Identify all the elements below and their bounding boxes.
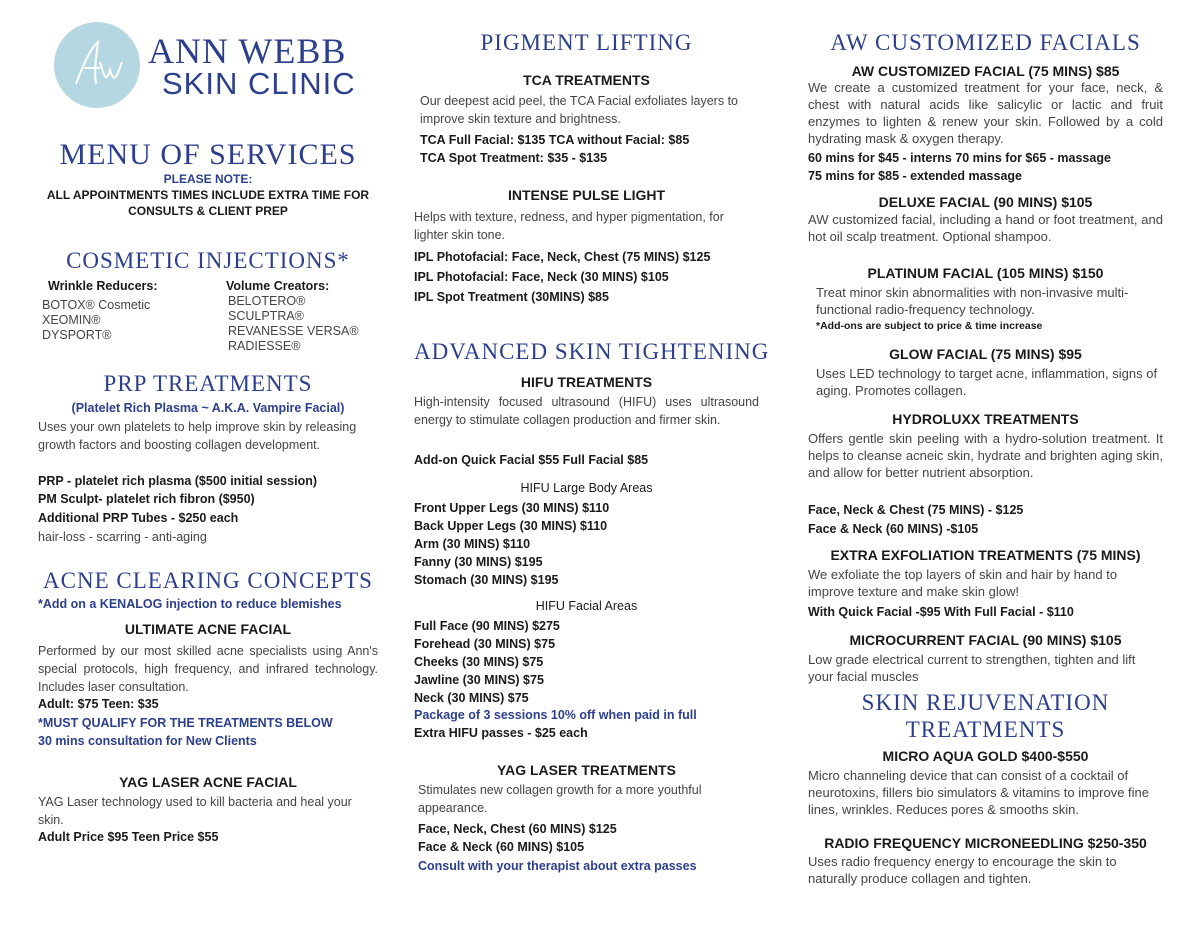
prp-title: PRP TREATMENTS — [103, 371, 313, 396]
injections-title: COSMETIC INJECTIONS* — [66, 248, 350, 273]
prp-subtitle: (Platelet Rich Plasma ~ A.K.A. Vampire Facial) — [71, 401, 345, 415]
list-item: SCULPTRA® — [228, 309, 304, 323]
hifu-title: HIFU TREATMENTS — [520, 374, 653, 390]
aw-facial-title: AW CUSTOMIZED FACIAL (75 MINS) $85 — [851, 63, 1120, 79]
microcurrent-title: MICROCURRENT FACIAL (90 MINS) $105 — [849, 632, 1122, 648]
list-item: Forehead (30 MINS) $75 — [414, 637, 556, 651]
hydroluxx-price-1: Face, Neck & Chest (75 MINS) - $125 — [808, 503, 1024, 517]
hifu-face-list — [414, 617, 560, 707]
acne-title: ACNE CLEARING CONCEPTS — [43, 568, 373, 593]
tca-title: TCA TREATMENTS — [523, 72, 650, 88]
aw-facial-price-2: 75 mins for $85 - extended massage — [808, 169, 1022, 183]
must-qualify-note: *MUST QUALIFY FOR THE TREATMENTS BELOW — [38, 716, 333, 730]
list-item: RADIESSE® — [228, 339, 301, 353]
prp-price-2: PM Sculpt- platelet rich fibron ($950) — [38, 492, 255, 506]
yag-acne-title: YAG LASER ACNE FACIAL — [119, 774, 297, 790]
list-item: BOTOX® Cosmetic — [42, 298, 151, 312]
tca-description: Our deepest acid peel, the TCA Facial exfoliates layers to improve skin texture and brightness. — [420, 94, 738, 126]
exfoliation-title: EXTRA EXFOLIATION TREATMENTS (75 MINS) — [830, 547, 1141, 563]
hifu-body-list — [414, 499, 609, 589]
facials-title: AW CUSTOMIZED FACIALS — [830, 30, 1141, 55]
tca-price-2: TCA Spot Treatment: $35 - $135 — [420, 151, 608, 165]
list-item: Stomach (30 MINS) $195 — [414, 573, 559, 587]
kenalog-note: *Add on a KENALOG injection to reduce blemishes — [38, 597, 342, 611]
list-item: Arm (30 MINS) $110 — [414, 537, 531, 551]
list-item: XEOMIN® — [42, 313, 101, 327]
hifu-face-title: HIFU Facial Areas — [535, 599, 638, 613]
ipl-price-3: IPL Spot Treatment (30MINS) $85 — [414, 290, 609, 304]
list-item: REVANESSE VERSA® — [228, 324, 359, 338]
tca-price-1: TCA Full Facial: $135 TCA without Facial: $85 — [420, 133, 690, 147]
glow-facial-description: Uses LED technology to target acne, inflammation, signs of aging. Promotes collagen. — [816, 366, 1158, 398]
list-item: Neck (30 MINS) $75 — [414, 691, 529, 705]
creators-list — [228, 294, 359, 354]
brand-name-line1: ANN WEBB — [148, 31, 347, 71]
list-item: Front Upper Legs (30 MINS) $110 — [414, 501, 610, 515]
deluxe-facial-title: DELUXE FACIAL (90 MINS) $105 — [878, 194, 1093, 210]
prp-price-1: PRP - platelet rich plasma ($500 initial session) — [38, 474, 318, 488]
exfoliation-description: We exfoliate the top layers of skin and hair by hand to improve texture and make skin glow! — [808, 567, 1118, 599]
list-item: Jawline (30 MINS) $75 — [414, 673, 544, 687]
prp-description: Uses your own platelets to help improve skin by releasing growth factors and boosting collagen development. — [38, 420, 357, 452]
ultimate-acne-title: ULTIMATE ACNE FACIAL — [124, 621, 292, 637]
micro-aqua-gold-description: Micro channeling device that can consist of a cocktail of neurotoxins, fillers bio simulators & vitamins to improve fine lines, wrinkles. Reduces pores & smooths skin. — [808, 768, 1150, 817]
left-column — [38, 0, 378, 927]
ultimate-acne-description: Performed by our most skilled acne specialists using Ann's special protocols, high frequency, and infrared technology. Includes laser consultation. — [38, 644, 378, 694]
ipl-price-2: IPL Photofacial: Face, Neck (30 MINS) $105 — [414, 270, 669, 284]
hydroluxx-price-2: Face & Neck (60 MINS) -$105 — [808, 522, 979, 536]
rejuvenation-title-2: TREATMENTS — [905, 717, 1066, 742]
pigment-title: PIGMENT LIFTING — [480, 30, 693, 55]
ipl-description: Helps with texture, redness, and hyper pigmentation, for lighter skin tone. — [414, 210, 724, 242]
ipl-price-1: IPL Photofacial: Face, Neck, Chest (75 MINS) $125 — [414, 250, 711, 264]
hifu-body-title: HIFU Large Body Areas — [520, 481, 653, 495]
yag-acne-description: YAG Laser technology used to kill bacteria and heal your skin. — [38, 795, 352, 827]
yag-description: Stimulates new collagen growth for a more youthful appearance. — [418, 783, 702, 815]
yag-price-1: Face, Neck, Chest (60 MINS) $125 — [418, 822, 617, 836]
logo-icon — [54, 22, 140, 108]
reducers-list — [42, 298, 150, 343]
note-label: PLEASE NOTE: — [163, 172, 253, 186]
glow-facial-title: GLOW FACIAL (75 MINS) $95 — [889, 346, 1082, 362]
deluxe-facial-description: AW customized facial, including a hand or foot treatment, and hot oil scalp treatment. Optional shampoo. — [808, 212, 1163, 244]
hydroluxx-title: HYDROLUXX TREATMENTS — [892, 411, 1079, 427]
rejuvenation-title-1: SKIN REJUVENATION — [861, 690, 1110, 715]
extra-passes-price: Extra HIFU passes - $25 each — [414, 726, 588, 740]
list-item: Full Face (90 MINS) $275 — [414, 619, 560, 633]
yag-consult-note: Consult with your therapist about extra passes — [418, 859, 697, 873]
note-text: ALL APPOINTMENTS TIMES INCLUDE EXTRA TIME FOR CONSULTS & CLIENT PREP — [46, 188, 370, 218]
list-item: DYSPORT® — [42, 328, 112, 342]
ipl-title: INTENSE PULSE LIGHT — [507, 187, 666, 203]
right-column — [808, 0, 1163, 927]
menu-title: MENU OF SERVICES — [59, 138, 357, 171]
yag-acne-price: Adult Price $95 Teen Price $55 — [38, 830, 219, 844]
list-item: Cheeks (30 MINS) $75 — [414, 655, 544, 669]
yag-price-2: Face & Neck (60 MINS) $105 — [418, 840, 585, 854]
ultimate-acne-price: Adult: $75 Teen: $35 — [38, 697, 159, 711]
list-item: BELOTERO® — [228, 294, 306, 308]
aw-facial-price-1: 60 mins for $45 - interns 70 mins for $65 - massage — [808, 151, 1111, 165]
tightening-title: ADVANCED SKIN TIGHTENING — [414, 339, 770, 364]
exfoliation-price: With Quick Facial -$95 With Full Facial - $110 — [808, 605, 1074, 619]
platinum-addon-note: *Add-ons are subject to price & time increase — [816, 320, 1043, 332]
brand-name-line2: SKIN CLINIC — [162, 66, 356, 101]
list-item: Back Upper Legs (30 MINS) $110 — [414, 519, 608, 533]
hifu-description: High-intensity focused ultrasound (HIFU) uses ultrasound energy to stimulate collagen production and firmer skin. — [414, 395, 759, 427]
yag-title: YAG LASER TREATMENTS — [497, 762, 676, 778]
hydroluxx-description: Offers gentle skin peeling with a hydro-solution treatment. It helps to cleanse acneic skin, hydrate and brighten aging skin, and allow for better nutrient absorption. — [808, 431, 1163, 480]
micro-aqua-gold-title: MICRO AQUA GOLD $400-$550 — [882, 748, 1089, 764]
reducers-label: Wrinkle Reducers: — [48, 279, 158, 293]
rf-microneedling-description: Uses radio frequency energy to encourage the skin to naturally produce collagen and tighten. — [808, 854, 1117, 886]
platinum-facial-description: Treat minor skin abnormalities with non-invasive multi-functional radio-frequency technology. — [816, 285, 1129, 317]
microcurrent-description: Low grade electrical current to strengthen, tighten and lift your facial muscles — [808, 652, 1136, 684]
aw-facial-description: We create a customized treatment for your face, neck, & chest with natural acids like salicylic or lactic and fruit enzymes to lighten & renew your skin. Followed by a cold hydrating mask & oxygen therapy. — [808, 80, 1163, 146]
hifu-addon-price: Add-on Quick Facial $55 Full Facial $85 — [414, 453, 649, 467]
package-note: Package of 3 sessions 10% off when paid in full — [414, 708, 697, 722]
prp-price-3: Additional PRP Tubes - $250 each — [38, 511, 239, 525]
consult-note: 30 mins consultation for New Clients — [38, 734, 257, 748]
rf-microneedling-title: RADIO FREQUENCY MICRONEEDLING $250-350 — [824, 835, 1147, 851]
list-item: Fanny (30 MINS) $195 — [414, 555, 543, 569]
middle-column — [414, 0, 770, 927]
platinum-facial-title: PLATINUM FACIAL (105 MINS) $150 — [867, 265, 1104, 281]
prp-tags: hair-loss - scarring - anti-aging — [38, 530, 207, 544]
creators-label: Volume Creators: — [226, 279, 330, 293]
